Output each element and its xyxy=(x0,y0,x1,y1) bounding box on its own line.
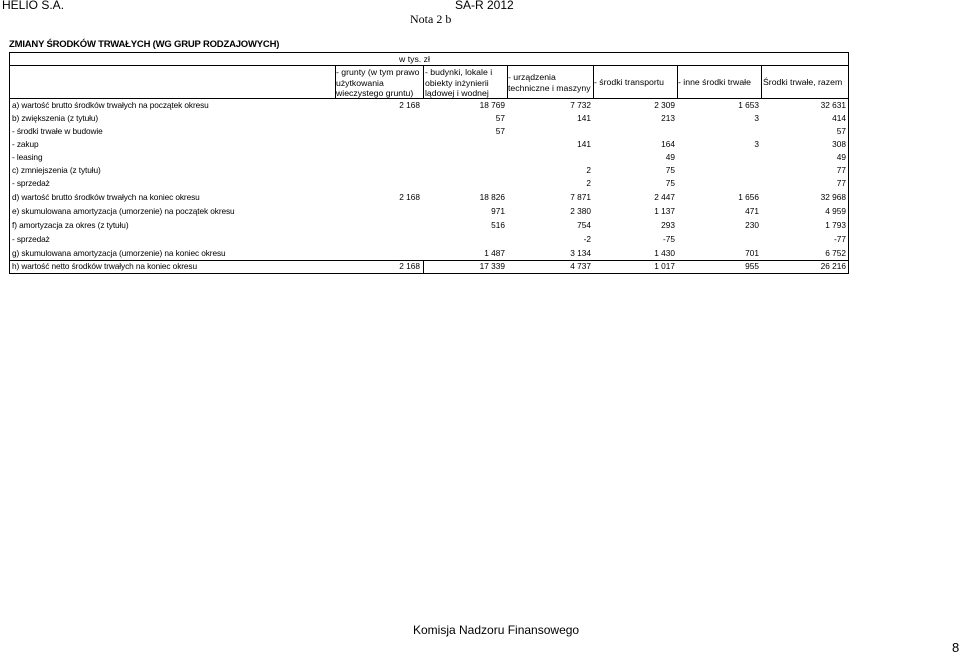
cell-total: 6 752 xyxy=(825,248,846,258)
col-header-land xyxy=(336,67,420,99)
table-row xyxy=(9,205,848,218)
table-row xyxy=(9,191,848,204)
table-row xyxy=(9,112,848,125)
cell-total: 414 xyxy=(832,113,846,123)
cell-buildings: 57 xyxy=(495,113,505,123)
table-row xyxy=(9,125,848,138)
table-border-bottom xyxy=(9,273,848,274)
row-label: e) skumulowana amortyzacja (umorzenie) na początek okresu xyxy=(12,206,235,216)
cell-buildings: 516 xyxy=(491,220,505,230)
table-row xyxy=(9,260,848,273)
report-code: SA-R 2012 xyxy=(455,0,514,12)
row-label: g) skumulowana amortyzacja (umorzenie) na koniec okresu xyxy=(12,248,226,258)
cell-buildings: 57 xyxy=(495,126,505,136)
row-label: - leasing xyxy=(12,152,43,162)
cell-machinery: 141 xyxy=(577,113,591,123)
cell-machinery: 7 732 xyxy=(570,100,591,110)
table-row xyxy=(9,247,848,260)
cell-other: 230 xyxy=(745,220,759,230)
cell-buildings: 17 339 xyxy=(479,261,505,271)
col-divider xyxy=(423,65,424,98)
col-header-total xyxy=(763,77,842,88)
table-row xyxy=(9,177,848,190)
col-header-buildings xyxy=(425,67,492,99)
col-header-line: wieczystego gruntu) xyxy=(336,88,414,98)
row-label: - zakup xyxy=(12,139,39,149)
col-divider xyxy=(761,65,762,98)
row-label: a) wartość brutto środków trwałych na początek okresu xyxy=(12,100,209,110)
col-header-machinery xyxy=(508,72,591,93)
cell-machinery: 754 xyxy=(577,220,591,230)
cell-transport: 213 xyxy=(661,113,675,123)
unit-label: w tys. zł xyxy=(399,54,430,64)
cell-machinery: 2 xyxy=(586,165,591,175)
row-label: c) zmniejszenia (z tytułu) xyxy=(12,165,101,175)
cell-total: 77 xyxy=(836,178,846,188)
cell-total: 32 968 xyxy=(820,192,846,202)
col-header-line: użytkowania xyxy=(336,77,384,88)
cell-buildings: 971 xyxy=(491,206,505,216)
table-row xyxy=(9,138,848,151)
unit-row-line xyxy=(9,65,848,66)
cell-machinery: 141 xyxy=(577,139,591,149)
cell-total: 308 xyxy=(832,139,846,149)
cell-transport: 293 xyxy=(661,220,675,230)
cell-total: 57 xyxy=(836,126,846,136)
col-header-line: Środki trwałe, razem xyxy=(763,77,843,87)
cell-transport: -75 xyxy=(663,234,675,244)
row-label: f) amortyzacja za okres (z tytułu) xyxy=(12,220,129,230)
cell-machinery: 2 380 xyxy=(570,206,591,216)
table-border-top xyxy=(9,52,848,53)
cell-machinery: -2 xyxy=(583,234,591,244)
cell-total: 77 xyxy=(836,165,846,175)
cell-machinery: 7 871 xyxy=(570,192,591,202)
cell-transport: 1 137 xyxy=(654,206,675,216)
row-label: - sprzedaż xyxy=(12,178,50,188)
cell-total: 1 793 xyxy=(825,220,846,230)
table-border-right xyxy=(848,52,849,274)
col-header-line: lądowej i wodnej xyxy=(425,88,489,98)
row-label: - sprzedaż xyxy=(12,234,50,244)
cell-transport: 49 xyxy=(665,152,675,162)
cell-other: 3 xyxy=(754,113,759,123)
cell-transport: 164 xyxy=(661,139,675,149)
table-row xyxy=(9,151,848,164)
page-number: 8 xyxy=(952,640,960,655)
cell-land: 2 168 xyxy=(399,261,420,271)
col-header-line: - urządzenia xyxy=(508,72,556,82)
table-row xyxy=(9,219,848,232)
cell-total: 4 959 xyxy=(825,206,846,216)
cell-transport: 1 017 xyxy=(654,261,675,271)
cell-land: 2 168 xyxy=(399,192,420,202)
cell-buildings: 18 769 xyxy=(479,100,505,110)
cell-transport: 1 430 xyxy=(654,248,675,258)
cell-total: 26 216 xyxy=(820,261,846,271)
cell-land: 2 168 xyxy=(399,100,420,110)
cell-transport: 75 xyxy=(665,178,675,188)
col-header-line: - środki transportu xyxy=(594,77,665,87)
cell-total: 49 xyxy=(836,152,846,162)
section-title: ZMIANY ŚRODKÓW TRWAŁYCH (WG GRUP RODZAJOWYCH) xyxy=(9,39,280,50)
col-header-line: - budynki, lokale i xyxy=(425,67,493,77)
col-header-line: techniczne i maszyny xyxy=(508,82,591,93)
col-header-line: - grunty (w tym prawo xyxy=(336,67,420,77)
cell-other: 701 xyxy=(745,248,759,258)
fixed-assets-table xyxy=(9,52,848,274)
cell-transport: 2 447 xyxy=(654,192,675,202)
col-header-line: obiekty inżynierii xyxy=(425,77,489,88)
cell-machinery: 3 134 xyxy=(570,248,591,258)
row-label: b) zwiększenia (z tytułu) xyxy=(12,113,99,123)
col-header-other xyxy=(678,77,751,88)
cell-other: 1 656 xyxy=(738,192,759,202)
col-header-line: - inne środki trwałe xyxy=(678,77,751,87)
company-name: HELIO S.A. xyxy=(2,0,65,12)
cell-machinery: 4 737 xyxy=(570,261,591,271)
footer-text: Komisja Nadzoru Finansowego xyxy=(413,623,580,637)
col-header-transport xyxy=(594,77,664,88)
cell-buildings: 1 487 xyxy=(484,248,505,258)
table-row xyxy=(9,233,848,246)
row-label: h) wartość netto środków trwałych na koniec okresu xyxy=(12,261,197,271)
cell-other: 955 xyxy=(745,261,759,271)
cell-machinery: 2 xyxy=(586,178,591,188)
cell-other: 1 653 xyxy=(738,100,759,110)
cell-transport: 2 309 xyxy=(654,100,675,110)
cell-transport: 75 xyxy=(665,165,675,175)
cell-total: 32 631 xyxy=(820,100,846,110)
cell-other: 471 xyxy=(745,206,759,216)
cell-buildings: 18 826 xyxy=(479,192,505,202)
cell-total: -77 xyxy=(834,234,846,244)
note-title: Nota 2 b xyxy=(410,12,452,26)
row-label: - środki trwałe w budowie xyxy=(12,126,103,136)
table-row xyxy=(9,164,848,177)
cell-other: 3 xyxy=(754,139,759,149)
table-row xyxy=(9,99,848,112)
row-label: d) wartość brutto środków trwałych na koniec okresu xyxy=(12,192,200,202)
